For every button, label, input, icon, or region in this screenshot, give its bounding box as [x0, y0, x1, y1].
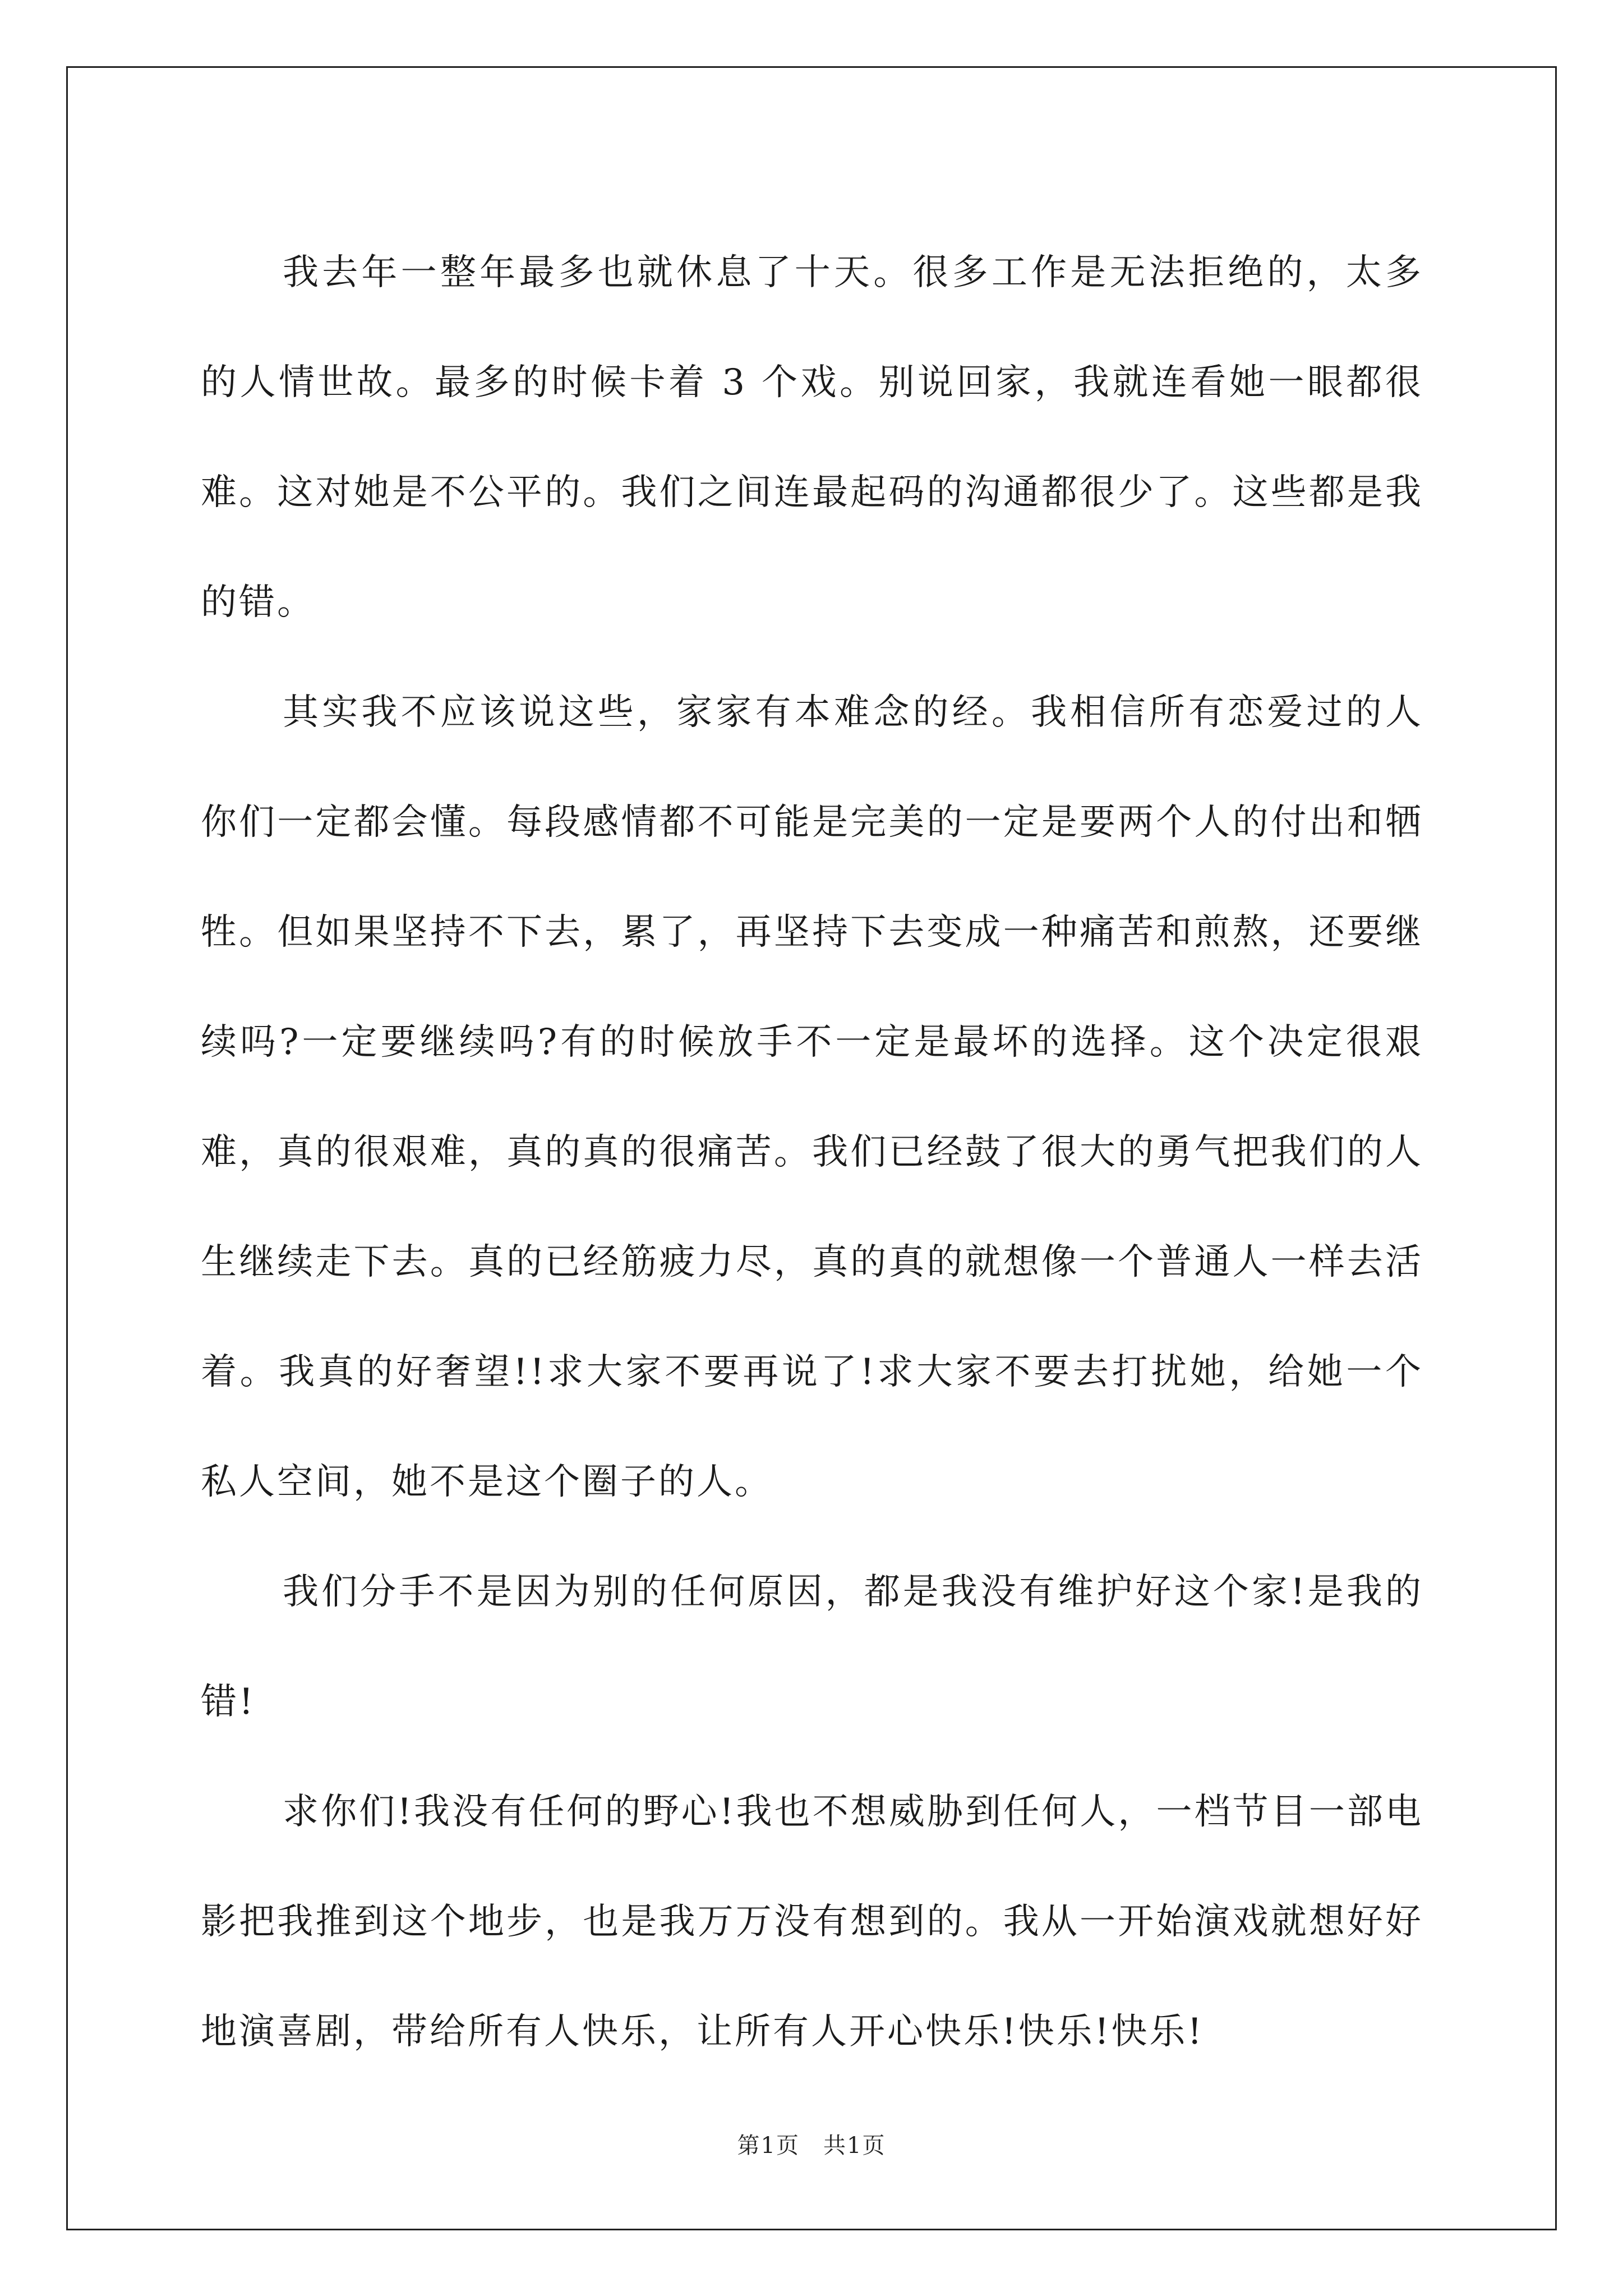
paragraph-2: 其实我不应该说这些，家家有本难念的经。我相信所有恋爱过的人你们一定都会懂。每段感情都不可能是完美的一定是要两个人的付出和牺牲。但如果坚持不下去，累了，再坚持下去变成一种痛苦和煎熬，还要继续吗?一定要继续吗?有的时候放手不一定是最坏的选择。这个决定很艰难，真的很艰难，真的真的很痛苦。我们已经鼓了很大的勇气把我们的人生继续走下去。真的已经筋疲力尽，真的真的就想像一个普通人一样去活着。我真的好奢望!!求大家不要再说了!求大家不要去打扰她，给她一个私人空间，她不是这个圈子的人。 [201, 692, 1423, 1503]
paragraph-1: 我去年一整年最多也就休息了十天。很多工作是无法拒绝的，太多的人情世故。最多的时候卡着 3 个戏。别说回家，我就连看她一眼都很难。这对她是不公平的。我们之间连最起码的沟通都很少了。这些都是我的错。 [201, 252, 1423, 623]
paragraph-3: 我们分手不是因为别的任何原因，都是我没有维护好这个家!是我的错! [201, 1571, 1423, 1723]
document-body [201, 218, 1423, 2087]
page-footer: 第1页 共1页 [737, 2133, 886, 2159]
paragraph-4: 求你们!我没有任何的野心!我也不想威胁到任何人，一档节目一部电影把我推到这个地步，也是我万万没有想到的。我从一开始演戏就想好好地演喜剧，带给所有人快乐，让所有人开心快乐!快乐!快乐! [201, 1791, 1423, 2053]
